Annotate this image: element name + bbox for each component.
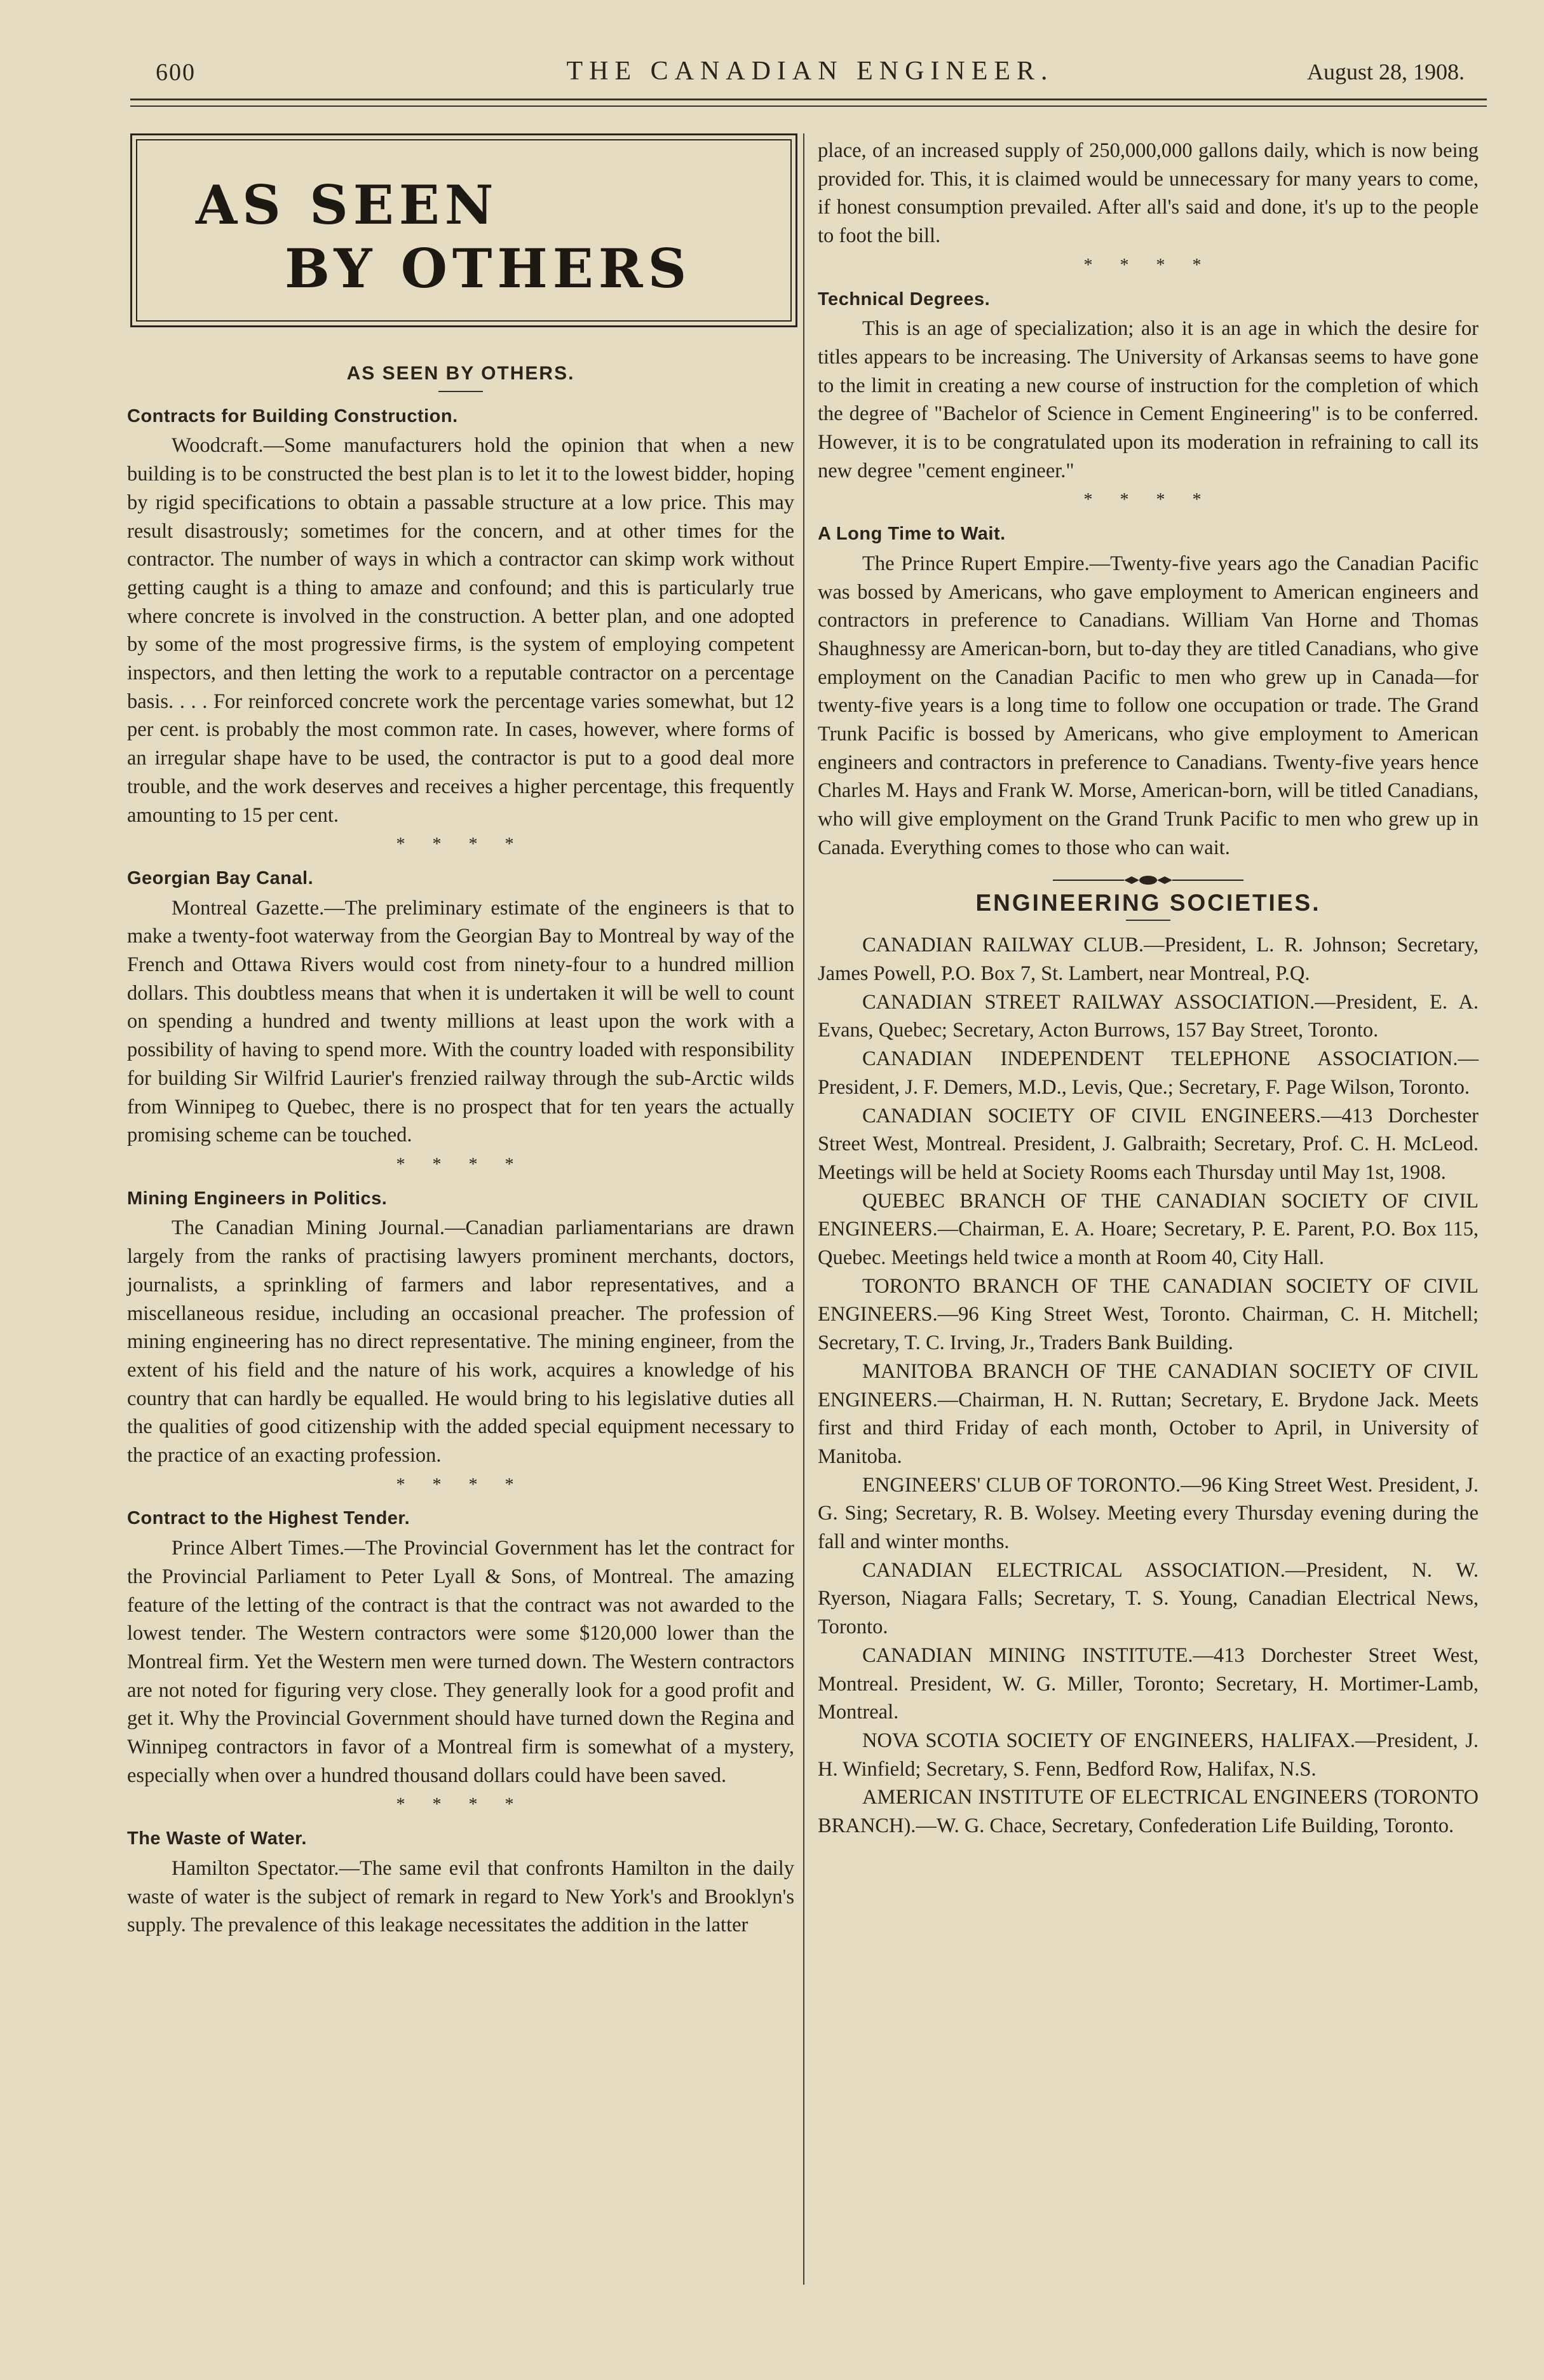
societies-heading: ENGINEERING SOCIETIES. (975, 889, 1321, 916)
article-heading: The Waste of Water. (127, 1828, 307, 1849)
ornament-divider (818, 867, 1479, 887)
society-entry: TORONTO BRANCH OF THE CANADIAN SOCIETY OF CIVIL ENGINEERS.—96 King Street West, Toronto. Chairman, C. H. Mitchell; Secretary, T. C. Irving, Jr., Traders Bank Building. (818, 1274, 1479, 1355)
society-entry: NOVA SCOTIA SOCIETY OF ENGINEERS, HALIFAX.—President, J. H. Winfield; Secretary, S. Fenn, Bedford Row, Halifax, N.S. (818, 1729, 1479, 1781)
publication-title: THE CANADIAN ENGINEER. (566, 57, 1054, 86)
society-entry: QUEBEC BRANCH OF THE CANADIAN SOCIETY OF CIVIL ENGINEERS.—Chairman, E. A. Hoare; Secretary, P. E. Parent, P.O. Box 115, Quebec. Meetings held twice a month at Room 40, City Hall. (818, 1189, 1479, 1270)
society-entry: CANADIAN STREET RAILWAY ASSOCIATION.—President, E. A. Evans, Quebec; Secretary, Acton Burrows, 157 Bay Street, Toronto. (818, 990, 1479, 1042)
article-body: Prince Albert Times.—The Provincial Government has let the contract for the Provincial Parliament to Peter Lyall & Sons, of Montreal. The amazing feature of the letting of the contract is that the contract was not awarded to the lowest tender. The Western contractors were some $120,000 lower than the Montreal firm. Yet the Western men were turned down. The Western contractors are not noted for figuring very close. They generally look for a good profit and get it. Why the Provincial Government should have turned down the Regina and Winnipeg contractors in favor of a Montreal firm is somewhat of a mystery, especially when over a hundred thousand dollars could have been saved. (127, 1537, 794, 1787)
article-body: Woodcraft.—Some manufacturers hold the opinion that when a new building is to be constructed the best plan is to let it to the lowest bidder, hoping by rigid specifications to obtain a passable structure at a low price. This may result disastrously; sometimes for the concern, and at other times for the contractor. The number of ways in which a contractor can skimp work without getting caught is a thing to amaze and confound; and this is particularly true where concrete is involved in the construction. A better plan, and one adopted by some of the most progressive firms, is the system of employing competent inspectors, and then letting the work to a reputable contractor on a percentage basis. . . . For reinforced concrete work the percentage varies somewhat, but 12 per cent. is probably the most common rate. In cases, however, where forms of an irregular shape have to be used, the contractor is put to a good deal more trouble, and the work deserves and receives a higher percentage, this frequently amounting to 15 per cent. (127, 434, 794, 827)
society-entry: AMERICAN INSTITUTE OF ELECTRICAL ENGINEERS (TORONTO BRANCH).—W. G. Chace, Secretary, Confederation Life Building, Toronto. (818, 1786, 1479, 1838)
society-entry: CANADIAN ELECTRICAL ASSOCIATION.—President, N. W. Ryerson, Niagara Falls; Secretary, T. S. Young, Canadian Electrical News, Toronto. (818, 1558, 1479, 1639)
left-column (127, 356, 794, 1940)
article-body: The Prince Rupert Empire.—Twenty-five years ago the Canadian Pacific was bossed by Americans, who gave employment to American engineers and contractors in preference to Canadians. William Van Horne and Thomas Shaughnessy are American-born, but to-day they are titled Canadians, who give employment on the Canadian Pacific to men who grew up in Canada—for twenty-five years is a long time to follow one occupation or trade. The Grand Trunk Pacific is bossed by Americans, who give employment to American engineers and contractors in preference to Canadians. Twenty-five years hence Charles M. Hays and Frank W. Morse, American-born, will be titled Canadians, who will give employment on the Grand Trunk Pacific to men who grew up in Canada. Everything comes to those who can wait. (818, 552, 1479, 859)
article-heading: Contract to the Highest Tender. (127, 1508, 410, 1529)
article-heading: Georgian Bay Canal. (127, 867, 314, 888)
section-heading: AS SEEN BY OTHERS. (346, 363, 575, 384)
column-divider (803, 133, 804, 2285)
issue-date: August 28, 1908. (1306, 59, 1465, 85)
heading-rule (1126, 920, 1170, 921)
society-entry: ENGINEERS' CLUB OF TORONTO.—96 King Street West. President, J. G. Sing; Secretary, R. B. Wolsey. Meeting every Thursday evening during the fall and winter months. (818, 1473, 1479, 1554)
article-heading: A Long Time to Wait. (818, 524, 1006, 545)
section-separator: * * * * (396, 834, 525, 855)
section-separator: * * * * (396, 1795, 525, 1815)
page-header (156, 56, 1465, 94)
society-entry: CANADIAN SOCIETY OF CIVIL ENGINEERS.—413 Dorchester Street West, Montreal. President, J. Galbraith; Secretary, Prof. C. H. McLeod. Meetings will be held at Society Rooms each Thursday until May 1st, 1908. (818, 1104, 1479, 1184)
article-continuation: place, of an increased supply of 250,000,000 gallons daily, which is now being provided for. This, it is claimed would be unnecessary for many years to come, if honest consumption prevailed. After all's said and done, it's up to the people to foot the bill. (818, 139, 1479, 248)
right-column (818, 137, 1479, 1840)
article-body: Montreal Gazette.—The preliminary estimate of the engineers is that to make a twenty-foot waterway from the Georgian Bay to Montreal by way of the French and Ottawa Rivers would cost from ninety-four to a hundred million dollars. This doubtless means that when it is undertaken it will be well to count on spending a hundred and twenty millions at least upon the work with a possibility of having to spend more. With the country loaded with responsibility for building Sir Wilfrid Laurier's frenzied railway through the sub-Arctic wilds from Winnipeg to Quebec, there is no prospect that for ten years the actually promising scheme can be touched. (127, 896, 794, 1147)
article-heading: Technical Degrees. (818, 289, 991, 309)
article-heading: Contracts for Building Construction. (127, 405, 458, 426)
department-title-box (130, 133, 797, 327)
society-entry: MANITOBA BRANCH OF THE CANADIAN SOCIETY OF CIVIL ENGINEERS.—Chairman, H. N. Ruttan; Secretary, E. Brydone Jack. Meets first and third Friday of each month, October to April, in University of Manitoba. (818, 1359, 1479, 1468)
ornament-icon (1053, 873, 1243, 888)
article-heading: Mining Engineers in Politics. (127, 1188, 388, 1209)
article-body: Hamilton Spectator.—The same evil that confronts Hamilton in the daily waste of water is the subject of remark in regard to New York's and Brooklyn's supply. The prevalence of this leakage necessitates the addition in the latter (127, 1856, 794, 1937)
article-body: This is an age of specialization; also it is an age in which the desire for titles appears to be increasing. The University of Arkansas seems to have gone to the limit in creating a new course of instruction for the completion of which the degree of "Bachelor of Science in Cement Engineering" is to be conferred. However, it is to be congratulated upon its moderation in refraining to call its new degree "cement engineer." (818, 317, 1479, 482)
page-number: 600 (156, 59, 196, 86)
article-body: The Canadian Mining Journal.—Canadian parliamentarians are drawn largely from the ranks of practising lawyers prominent merchants, doctors, journalists, a sprinkling of farmers and labor representatives, and a miscellaneous residue, including an occasional preacher. The profession of mining engineering has no direct representative. The mining engineer, from the extent of his field and the nature of his work, acquires a knowledge of his country that can hardly be equalled. He would bring to his legislative duties all the qualities of good citizenship with the added special equipment necessary to the practice of an exacting profession. (127, 1216, 794, 1467)
title-line-2: BY OTHERS (285, 237, 692, 300)
section-separator: * * * * (396, 1474, 525, 1495)
title-line-1: AS SEEN (196, 173, 499, 236)
society-entry: CANADIAN INDEPENDENT TELEPHONE ASSOCIATION.—President, J. F. Demers, M.D., Levis, Que.; Secretary, F. Page Wilson, Toronto. (818, 1047, 1479, 1099)
header-rule-thin (130, 105, 1487, 107)
section-separator: * * * * (1083, 255, 1213, 275)
heading-rule (438, 391, 483, 392)
section-separator: * * * * (396, 1154, 525, 1174)
section-separator: * * * * (1083, 490, 1213, 510)
header-rule (130, 99, 1487, 100)
society-entry: CANADIAN MINING INSTITUTE.—413 Dorchester Street West, Montreal. President, W. G. Miller, Toronto; Secretary, H. Mortimer-Lamb, Montreal. (818, 1643, 1479, 1724)
society-entry: CANADIAN RAILWAY CLUB.—President, L. R. Johnson; Secretary, James Powell, P.O. Box 7, St. Lambert, near Montreal, P.Q. (818, 934, 1479, 985)
